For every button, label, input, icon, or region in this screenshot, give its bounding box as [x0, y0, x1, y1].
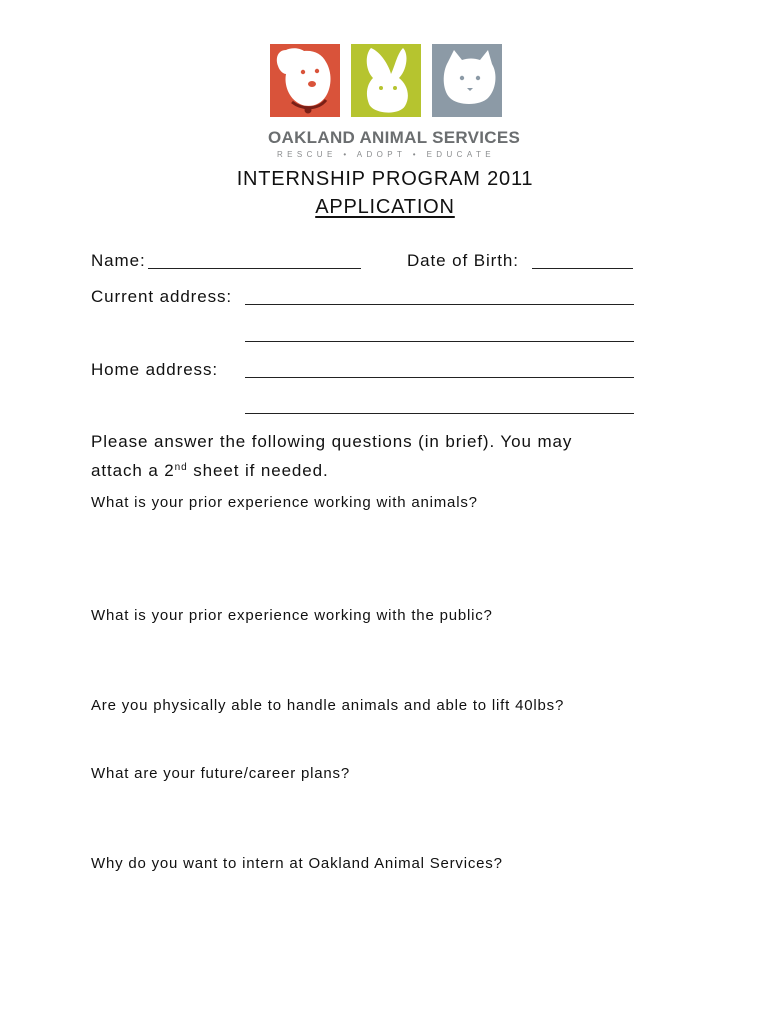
dog-icon	[270, 44, 340, 117]
instructions-line-1: Please answer the following questions (in brief). You may	[91, 432, 573, 451]
current-address-label: Current address:	[91, 287, 233, 306]
question-career-plans: What are your future/career plans?	[91, 765, 350, 782]
home-address-field-line-1[interactable]	[245, 377, 634, 378]
organization-name: OAKLAND ANIMAL SERVICES	[268, 128, 521, 147]
question-physical-ability: Are you physically able to handle animals and able to lift 40lbs?	[91, 697, 565, 714]
current-address-field-line-2[interactable]	[245, 341, 634, 342]
name-field[interactable]	[148, 268, 361, 269]
instructions-paragraph	[91, 429, 572, 484]
organization-logo	[268, 44, 521, 162]
question-why-intern: Why do you want to intern at Oakland Animal Services?	[91, 855, 503, 872]
home-address-field-line-2[interactable]	[245, 413, 634, 414]
organization-tagline: RESCUE • ADOPT • EDUCATE	[276, 150, 496, 159]
date-of-birth-label: Date of Birth:	[407, 251, 519, 270]
rabbit-icon	[351, 44, 421, 117]
home-address-label: Home address:	[91, 360, 218, 379]
current-address-field-line-1[interactable]	[245, 304, 634, 305]
question-animal-experience: What is your prior experience working with animals?	[91, 494, 478, 511]
page-subtitle: APPLICATION	[315, 196, 455, 218]
page-title: INTERNSHIP PROGRAM 2011	[236, 168, 534, 190]
date-of-birth-field[interactable]	[532, 268, 633, 269]
cat-icon	[432, 44, 502, 117]
question-public-experience: What is your prior experience working with the public?	[91, 607, 493, 624]
instructions-line-2: attach a 2nd sheet if needed.	[91, 461, 329, 480]
name-label: Name:	[91, 251, 146, 270]
